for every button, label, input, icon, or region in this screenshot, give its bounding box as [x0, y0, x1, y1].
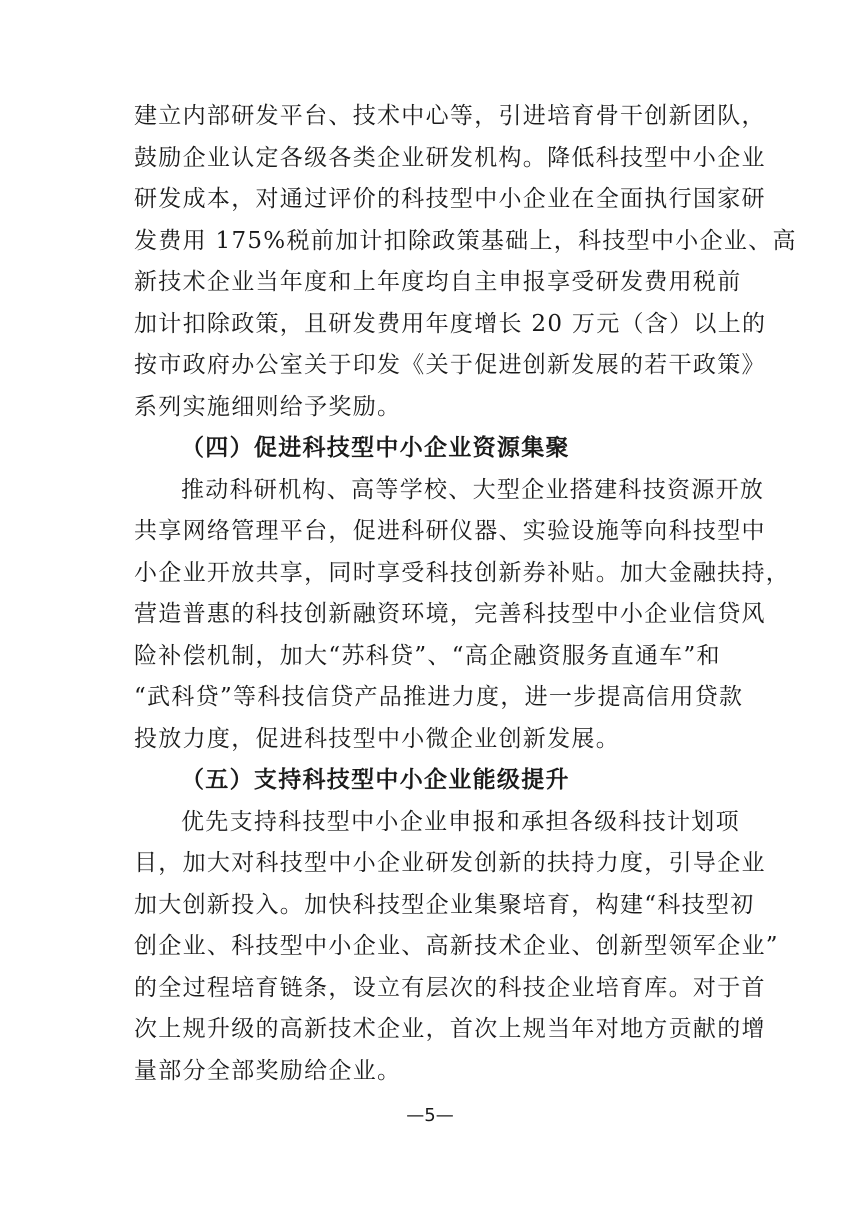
paragraph-line: 次上规升级的高新技术企业，首次上规当年对地方贡献的增 [134, 1016, 766, 1042]
paragraph-line: 建立内部研发平台、技术中心等，引进培育骨干创新团队， [134, 103, 766, 129]
section-heading-4: （四）促进科技型中小企业资源集聚 [181, 434, 570, 461]
paragraph-line: 鼓励企业认定各级各类企业研发机构。降低科技型中小企业 [134, 145, 766, 171]
paragraph-line: 创企业、科技型中小企业、高新技术企业、创新型领军企业” [134, 933, 779, 959]
paragraph-line: 加大创新投入。加快科技型企业集聚培育，构建“科技型初 [134, 892, 755, 918]
paragraph-line: 系列实施细则给予奖励。 [134, 394, 402, 420]
paragraph-line: 加计扣除政策，且研发费用年度增长 20 万元（含）以上的 [134, 311, 767, 337]
paragraph-line: 新技术企业当年度和上年度均自主申报享受研发费用税前 [134, 269, 742, 295]
paragraph-line: 营造普惠的科技创新融资环境，完善科技型中小企业信贷风 [134, 601, 766, 627]
section-heading-5: （五）支持科技型中小企业能级提升 [181, 766, 570, 793]
paragraph-line: 量部分全部奖励给企业。 [134, 1058, 402, 1084]
paragraph-line: 发费用 175%税前加计扣除政策基础上，科技型中小企业、高 [134, 228, 797, 254]
paragraph-line: 优先支持科技型中小企业申报和承担各级科技计划项 [181, 809, 740, 835]
paragraph-line: 研发成本，对通过评价的科技型中小企业在全面执行国家研 [134, 186, 766, 212]
paragraph-line: 投放力度，促进科技型中小微企业创新发展。 [134, 726, 620, 752]
paragraph-line: 共享网络管理平台，促进科研仪器、实验设施等向科技型中 [134, 518, 766, 544]
page-number: —5— [406, 1105, 454, 1126]
paragraph-line: 险补偿机制，加大“苏科贷”、“高企融资服务直通车”和 [134, 643, 721, 669]
paragraph-line: 小企业开放共享，同时享受科技创新券补贴。加大金融扶持， [134, 560, 791, 586]
paragraph-line: 目，加大对科技型中小企业研发创新的扶持力度，引导企业 [134, 850, 766, 876]
paragraph-line: “武科贷”等科技信贷产品推进力度，进一步提高信用贷款 [134, 684, 744, 710]
paragraph-line: 的全过程培育链条，设立有层次的科技企业培育库。对于首 [134, 975, 766, 1001]
paragraph-line: 按市政府办公室关于印发《关于促进创新发展的若干政策》 [134, 352, 766, 378]
paragraph-line: 推动科研机构、高等学校、大型企业搭建科技资源开放 [181, 477, 765, 503]
